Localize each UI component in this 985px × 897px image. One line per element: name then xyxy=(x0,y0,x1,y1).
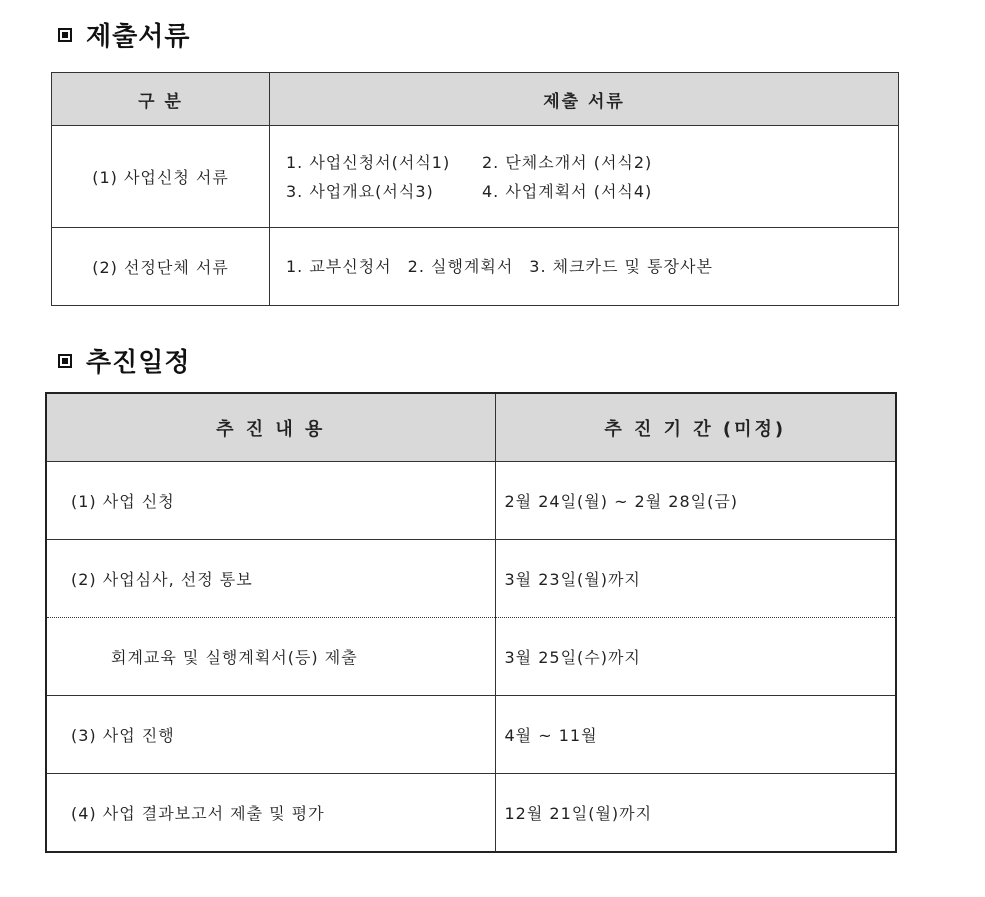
schedule-period: 4월 ~ 11월 xyxy=(495,696,896,774)
row-documents xyxy=(270,228,899,306)
table-row xyxy=(46,618,896,696)
documents-table xyxy=(51,72,899,306)
header-period: 추 진 기 간 (미정) xyxy=(495,393,896,462)
row-category: (2) 선정단체 서류 xyxy=(52,228,270,306)
schedule-period: 2월 24일(월) ~ 2월 28일(금) xyxy=(495,462,896,540)
schedule-task: 회계교육 및 실행계획서(등) 제출 xyxy=(46,618,495,696)
schedule-table xyxy=(45,392,897,853)
row-category: (1) 사업신청 서류 xyxy=(52,126,270,228)
table-row xyxy=(46,540,896,618)
schedule-task: (2) 사업심사, 선정 통보 xyxy=(46,540,495,618)
table-row xyxy=(46,462,896,540)
table-row xyxy=(52,126,899,228)
document-item: 1. 사업신청서(서식1) xyxy=(286,152,451,172)
document-item: 2. 단체소개서 (서식2) xyxy=(482,152,653,172)
document-item: 1. 교부신청서 xyxy=(286,257,392,276)
header-task: 추 진 내 용 xyxy=(46,393,495,462)
table-row xyxy=(46,696,896,774)
square-bullet-icon xyxy=(58,28,72,42)
schedule-section-heading xyxy=(58,342,190,379)
schedule-table-header-row xyxy=(46,393,896,462)
documents-table-header-row xyxy=(52,73,899,126)
header-category: 구 분 xyxy=(52,73,270,126)
schedule-task: (4) 사업 결과보고서 제출 및 평가 xyxy=(46,774,495,853)
schedule-period: 12월 21일(월)까지 xyxy=(504,804,653,823)
schedule-period: 3월 23일(월)까지 xyxy=(495,540,896,618)
schedule-task: (3) 사업 진행 xyxy=(46,696,495,774)
square-bullet-icon xyxy=(58,354,72,368)
document-item: 2. 실행계획서 xyxy=(407,257,514,276)
header-documents: 제출 서류 xyxy=(270,73,899,126)
row-documents xyxy=(270,126,899,228)
schedule-task: (1) 사업 신청 xyxy=(46,462,495,540)
documents-line xyxy=(286,177,898,206)
document-item: 3. 사업개요(서식3) xyxy=(286,181,434,201)
schedule-section-title: 추진일정 xyxy=(86,348,191,378)
documents-section-heading xyxy=(58,16,190,53)
documents-section-title: 제출서류 xyxy=(86,22,191,52)
schedule-period: 3월 25일(수)까지 xyxy=(495,618,896,696)
table-row xyxy=(52,228,899,306)
document-item: 3. 체크카드 및 통장사본 xyxy=(529,257,713,276)
document-item: 4. 사업계획서 (서식4) xyxy=(482,181,653,201)
documents-line xyxy=(286,148,898,177)
table-row xyxy=(46,774,896,853)
